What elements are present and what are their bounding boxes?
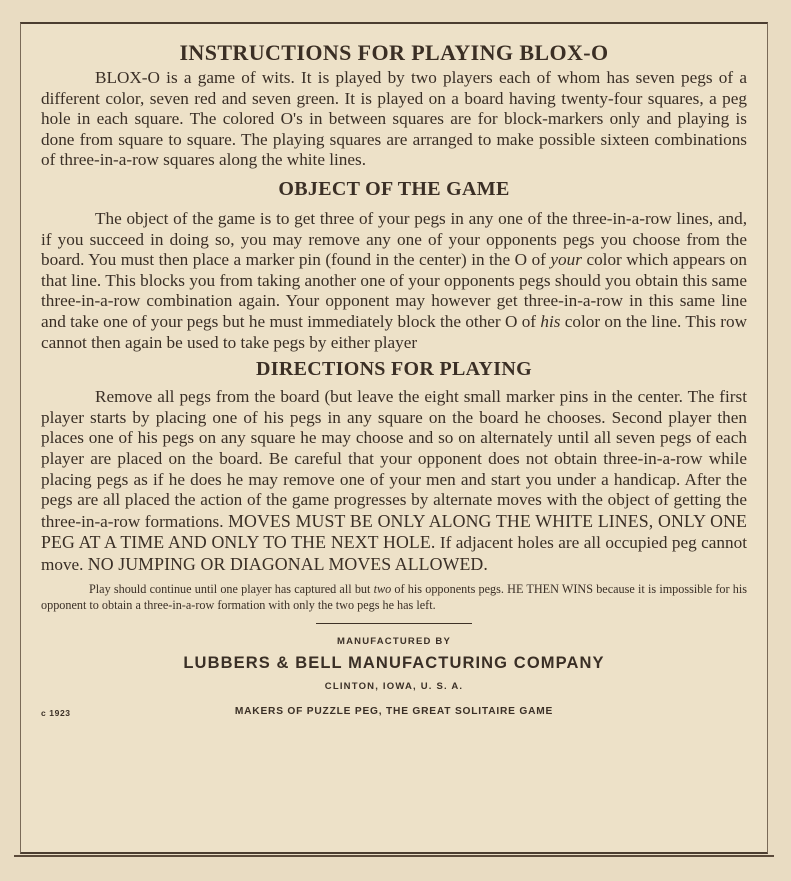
win-text-1: Play should continue until one player has captured all but <box>89 582 374 597</box>
object-text-2: color which appears on that line. This blocks you from taking another one of your opponents pegs should you obtain this same three-in-a-row combination again. Your opponent may however get three-in-a-row in this same line and take one of your pegs but he must immediately block the other O of <box>41 250 747 331</box>
object-heading: OBJECT OF THE GAME <box>278 177 510 200</box>
company-name: LUBBERS & BELL MANUFACTURING COMPANY <box>183 654 605 673</box>
makers-tagline: MAKERS OF PUZZLE PEG, THE GREAT SOLITAIRE GAME <box>234 706 554 718</box>
intro-paragraph: BLOX-O is a game of wits. It is played by two players each of whom has seven pegs of a different color, seven red and seven green. It is played on a board having twenty-four squares, a peg hole in each square. The colored O's in between squares are for block-markers only and playing is done from square to square. The playing squares are arranged to make possible sixteen combinations of three-in-a-row squares along the white lines. <box>41 68 747 170</box>
divider-rule <box>316 623 472 624</box>
bottom-border-line <box>14 855 774 857</box>
object-text-3: color on the line. This row cannot then again be used to take pegs by either player <box>41 311 747 352</box>
object-emphasis-your: your <box>550 250 582 270</box>
instruction-sheet <box>20 22 768 854</box>
object-text-1: The object of the game is to get three of your pegs in any one of the three-in-a-row lines, and, if you succeed in doing so, you may remove any one of your opponents pegs you choose from the board. You must then place a marker pin (found in the center) in the O of <box>41 208 747 270</box>
sheet-content <box>41 38 747 722</box>
directions-caps-moves: MOVES MUST BE ONLY ALONG THE WHITE LINES, ONLY ONE PEG AT A TIME AND ONLY TO THE NEXT HOLE. <box>41 510 747 553</box>
manufactured-by-label: MANUFACTURED BY <box>336 636 452 648</box>
directions-text: Remove all pegs from the board (but leave the eight small marker pins in the center. The first player starts by placing one of his pegs in any square on the board he chooses. Second player then places one of his pegs on any square he may choose and so on alternately until all seven pegs of each player are placed on the board. Be careful that your opponent does not obtain three-in-a-row while placing pegs as if he does he may remove one of your men and start you under a handicap. After the pegs are all placed the action of the game progresses by alternate moves with the object of getting the three-in-a-row formations. <box>41 387 747 531</box>
copyright-notice: c 1923 <box>41 708 71 719</box>
company-location: CLINTON, IOWA, U. S. A. <box>324 681 464 693</box>
page-title: INSTRUCTIONS FOR PLAYING BLOX-O <box>179 40 609 65</box>
footer-line <box>41 706 747 722</box>
directions-caps-no-jumping: NO JUMPING OR DIAGONAL MOVES ALLOWED. <box>87 553 488 574</box>
object-emphasis-his: his <box>540 311 561 331</box>
directions-text-mid: If adjacent holes are all occupied peg cannot move. <box>41 533 747 574</box>
directions-paragraph <box>41 387 747 575</box>
directions-heading: DIRECTIONS FOR PLAYING <box>256 358 532 381</box>
win-emphasis-two: two <box>373 582 392 597</box>
win-paragraph <box>41 581 747 613</box>
win-text-2: of his opponents pegs. HE THEN WINS because it is impossible for his opponent to obtain a three-in-a-row formation with only the two pegs he has left. <box>41 582 747 613</box>
object-paragraph <box>41 209 747 353</box>
